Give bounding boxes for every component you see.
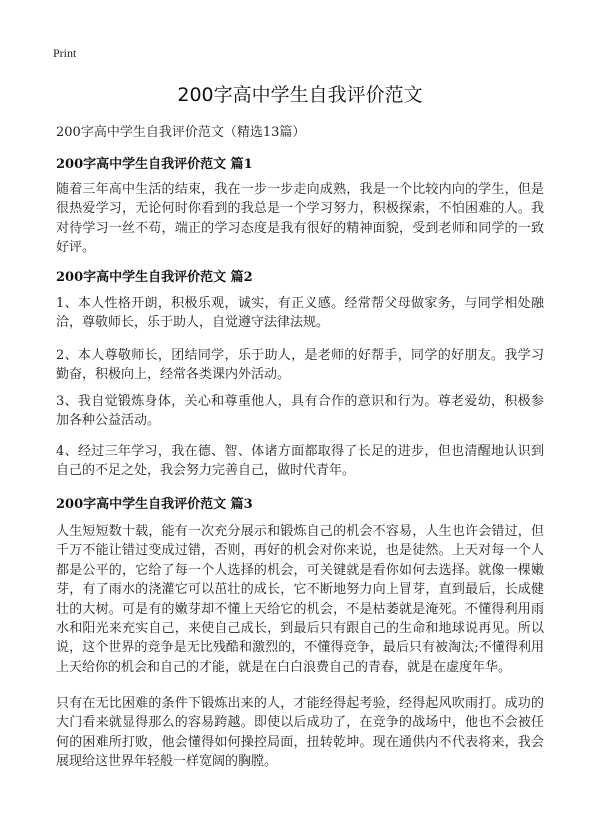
section-heading-3: 200字高中学生自我评价范文 篇3 bbox=[56, 497, 253, 512]
section-2-paragraph-2: 2、本人尊敬师长，团结同学，乐于助人，是老师的好帮手，同学的好朋友。我学习勤奋，积极向上，经常各类课内外活动。 bbox=[56, 348, 544, 383]
print-link[interactable]: Print bbox=[53, 46, 77, 60]
section-2-paragraph-1: 1、本人性格开朗，积极乐观，诚实，有正义感。经常帮父母做家务，与同学相处融洽，尊敬师长，乐于助人，自觉遵守法律法规。 bbox=[56, 296, 544, 331]
section-heading-2: 200字高中学生自我评价范文 篇2 bbox=[56, 270, 253, 285]
section-2-paragraph-3: 3、我自觉锻炼身体，关心和尊重他人，具有合作的意识和行为。尊老爱幼，积极参加各种公益活动。 bbox=[56, 394, 544, 429]
page-title: 200字高中学生自我评价范文 bbox=[177, 84, 423, 106]
section-3-paragraph-1: 人生短短数十载，能有一次充分展示和锻炼自己的机会不容易，人生也许会错过，但千万不能让错过变成过错，否则，再好的机会对你来说，也是徒然。上天对每一个人都是公平的，它给了每一个人选择的机会，可关键就是看你如何去选择。就像一棵嫩芽，有了雨水的浇灌它可以茁壮的成长，它不断地努力向上冒芽，直到最后，长成健壮的大树。可是有的嫩芽却不懂上天给它的机会，不是枯萎就是淹死。不懂得利用雨水和阳光来充实自己，来使自己成长，到最后只有跟自己的生命和地球说再见。所以说，这个世界的竞争是无比残酷和激烈的，不懂得竞争，最后只有被淘汰;不懂得利用上天给你的机会和自己的才能，就是在白白浪费自己的青春，就是在虚度年华。 bbox=[56, 524, 544, 675]
section-heading-1: 200字高中学生自我评价范文 篇1 bbox=[56, 157, 253, 172]
document-subtitle: 200字高中学生自我评价范文（精选13篇） bbox=[56, 125, 306, 140]
section-1-paragraph-1: 随着三年高中生活的结束，我在一步一步走向成熟，我是一个比较内向的学生，但是很热爱学习，无论何时你看到的我总是一个学习努力，积极探索，不怕困难的人。我对待学习一丝不苟，端正的学习态度是我有很好的精神面貌，受到老师和同学的一致好评。 bbox=[56, 182, 544, 256]
section-2-paragraph-4: 4、经过三年学习，我在德、智、体诸方面都取得了长足的进步，但也清醒地认识到自己的不足之处，我会努力完善自己，做时代青年。 bbox=[56, 444, 544, 479]
section-3-paragraph-2: 只有在无比困难的条件下锻炼出来的人，才能经得起考验，经得起风吹雨打。成功的大门看来就显得那么的容易跨越。即使以后成功了，在竞争的战场中，他也不会被任何的困难所打败，他会懂得如何操控局面，扭转乾坤。现在通供内不代表将来，我会展现给这世界年轻般一样宽阔的胸膛。 bbox=[56, 696, 544, 770]
